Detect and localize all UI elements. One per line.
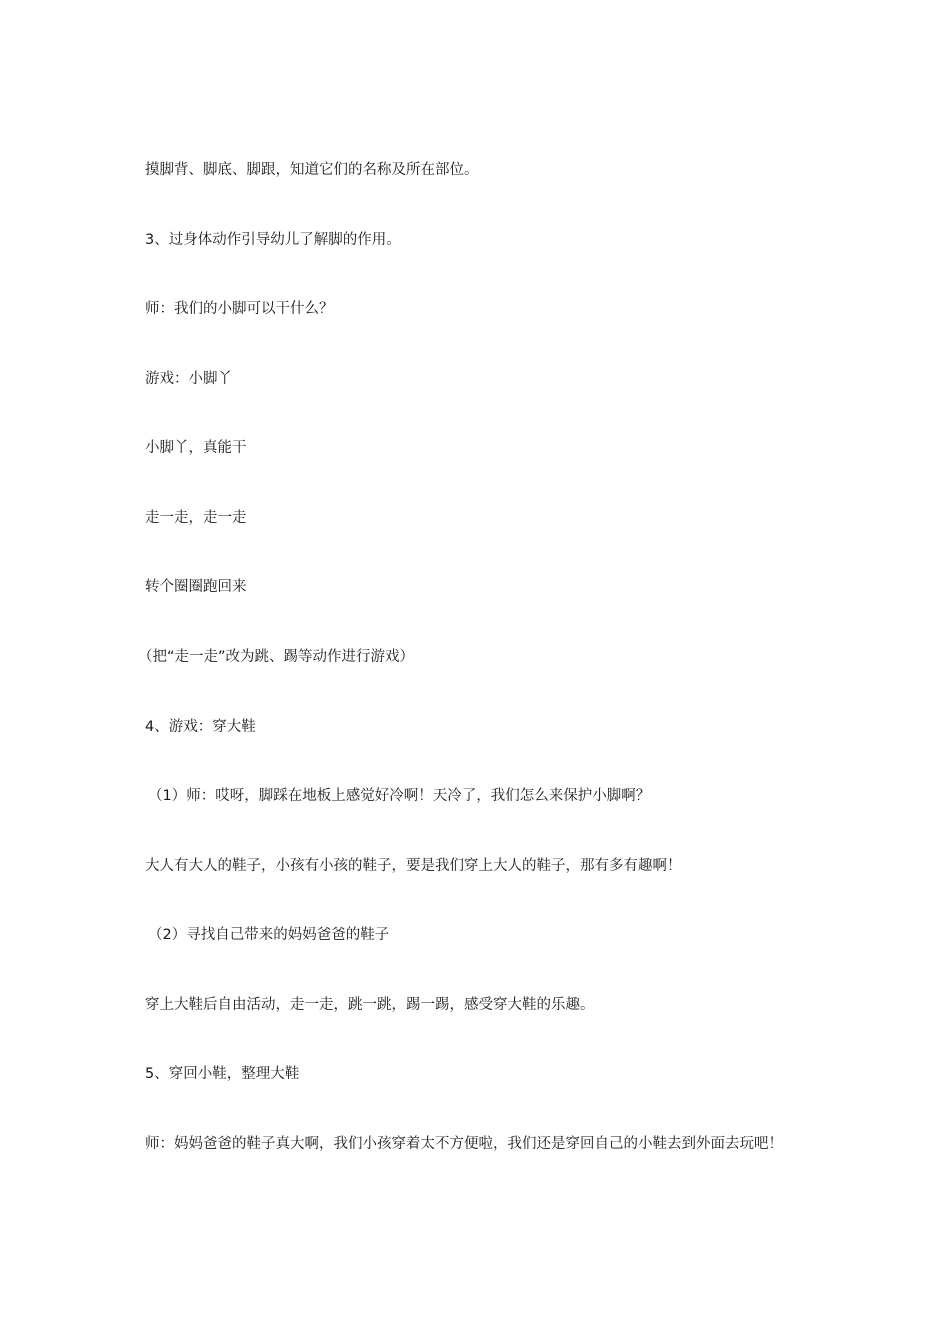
heading-step-5: 5、穿回小鞋，整理大鞋 (145, 1066, 300, 1082)
paragraph-teacher-question: 师：我们的小脚可以干什么？ (145, 301, 334, 317)
paragraph-rhyme-line-3: 转个圈圈跑回来 (145, 579, 247, 595)
paragraph-big-shoes: 大人有大人的鞋子，小孩有小孩的鞋子，要是我们穿上大人的鞋子，那有多有趣啊！ (145, 858, 682, 874)
paragraph-closing: 师：妈妈爸爸的鞋子真大啊，我们小孩穿着太不方便啦，我们还是穿回自己的小鞋去到外面去玩吧！ (145, 1136, 783, 1152)
paragraph-foot-parts: 摸脚背、脚底、脚跟，知道它们的名称及所在部位。 (145, 162, 479, 178)
paragraph-substep-1: （1）师：哎呀，脚踩在地板上感觉好冷啊！天冷了，我们怎么来保护小脚啊？ (148, 788, 651, 804)
paragraph-game-note: （把“走一走”改为跳、踢等动作进行游戏） (138, 649, 415, 665)
paragraph-game-title: 游戏：小脚丫 (145, 371, 232, 387)
heading-step-3: 3、过身体动作引导幼儿了解脚的作用。 (145, 232, 401, 248)
paragraph-rhyme-line-2: 走一走，走一走 (145, 510, 247, 526)
paragraph-free-activity: 穿上大鞋后自由活动，走一走，跳一跳，踢一踢，感受穿大鞋的乐趣。 (145, 997, 595, 1013)
heading-step-4: 4、游戏：穿大鞋 (145, 719, 256, 735)
paragraph-rhyme-line-1: 小脚丫，真能干 (145, 440, 247, 456)
paragraph-substep-2: （2）寻找自己带来的妈妈爸爸的鞋子 (148, 927, 390, 943)
